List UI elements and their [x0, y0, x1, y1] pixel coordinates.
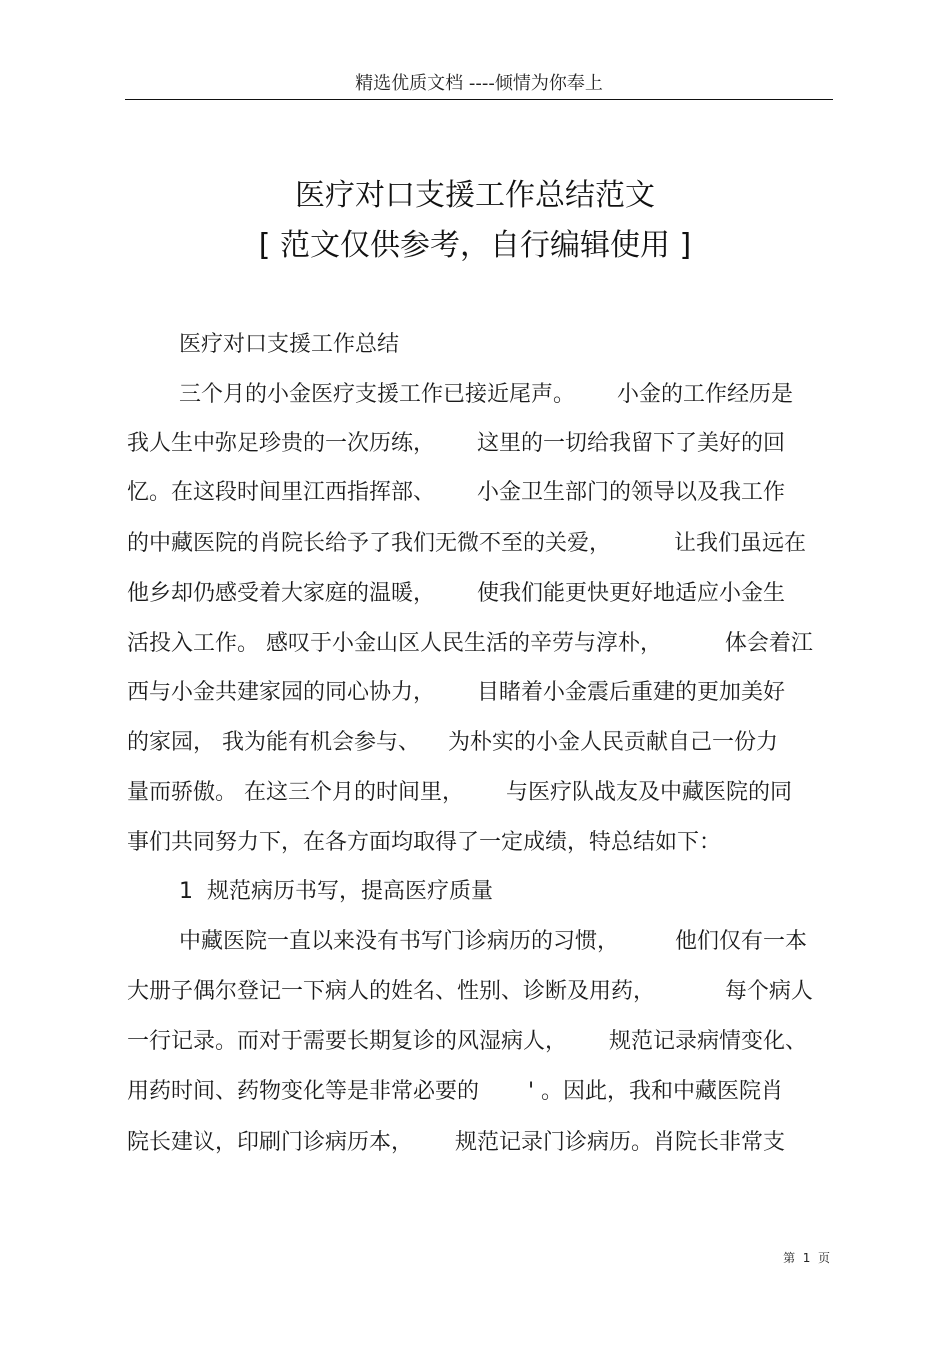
paragraph-line: 一行记录。而对于需要长期复诊的风湿病人， 规范记录病情变化、 [127, 1029, 807, 1054]
paragraph-line: 量而骄傲。 在这三个月的时间里， 与医疗队战友及中藏医院的同 [127, 780, 792, 805]
paragraph-line: 中藏医院一直以来没有书写门诊病历的习惯， 他们仅有一本 [179, 929, 807, 954]
paragraph-line: 用药时间、药物变化等是非常必要的 ' 。因此，我和中藏医院肖 [127, 1079, 783, 1104]
header-divider [125, 99, 833, 100]
paragraph-line: 活投入工作。 感叹于小金山区人民生活的辛劳与淳朴， 体会着江 [127, 631, 813, 656]
document-title: 医疗对口支援工作总结范文 [295, 178, 655, 213]
paragraph-line: 忆。在这段时间里江西指挥部、 小金卫生部门的领导以及我工作 [127, 480, 785, 505]
document-subtitle: [ 范文仅供参考，自行编辑使用 ] [258, 228, 692, 263]
paragraph-line: 三个月的小金医疗支援工作已接近尾声。 小金的工作经历是 [179, 382, 793, 407]
section-heading: 1 规范病历书写，提高医疗质量 [179, 879, 493, 904]
page-number: 第 1 页 [783, 1251, 830, 1265]
paragraph-line: 的家园， 我为能有机会参与、 为朴实的小金人民贡献自己一份力 [127, 730, 778, 755]
paragraph-line: 事们共同努力下，在各方面均取得了一定成绩，特总结如下： [127, 830, 722, 855]
section-heading: 医疗对口支援工作总结 [179, 332, 400, 357]
paragraph-line: 大册子偶尔登记一下病人的姓名、性别、诊断及用药， 每个病人 [127, 979, 813, 1004]
page-header: 精选优质文档 ----倾情为你奉上 [355, 73, 603, 94]
paragraph-line: 的中藏医院的肖院长给予了我们无微不至的关爱， 让我们虽远在 [127, 531, 806, 556]
paragraph-line: 我人生中弥足珍贵的一次历练， 这里的一切给我留下了美好的回 [127, 431, 785, 456]
paragraph-line: 院长建议，印刷门诊病历本， 规范记录门诊病历。肖院长非常支 [127, 1130, 785, 1155]
paragraph-line: 他乡却仍感受着大家庭的温暖， 使我们能更快更好地适应小金生 [127, 581, 785, 606]
paragraph-line: 西与小金共建家园的同心协力， 目睹着小金震后重建的更加美好 [127, 680, 785, 705]
